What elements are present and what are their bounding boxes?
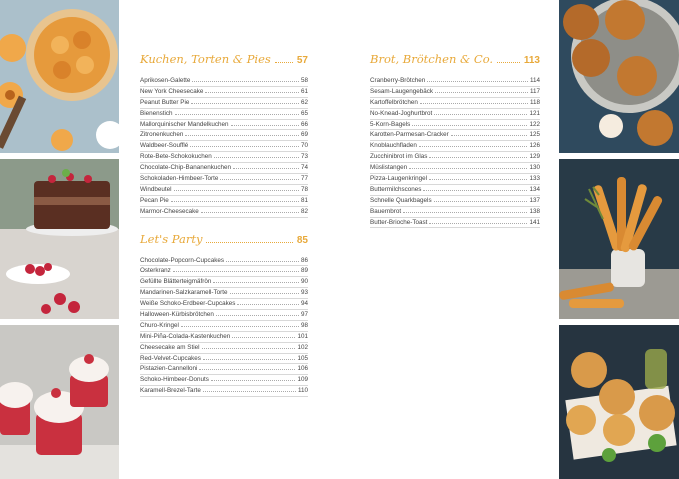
entry-title: Pecan Pie (140, 196, 169, 204)
entry-page: 65 (300, 109, 308, 117)
toc-entry[interactable] (140, 109, 308, 120)
dot-leader (214, 157, 299, 158)
toc-entry[interactable] (140, 299, 308, 310)
dot-leader (213, 282, 299, 283)
entry-page: 101 (297, 332, 308, 340)
toc-entry[interactable] (370, 207, 540, 218)
photo-apricot-galette (0, 0, 119, 153)
toc-entry[interactable] (140, 98, 308, 109)
dot-leader (206, 242, 292, 243)
entry-title: Chocolate-Chip-Bananenkuchen (140, 164, 232, 172)
entry-page: 78 (300, 185, 308, 193)
toc-entry[interactable] (140, 185, 308, 196)
entry-page: 138 (529, 207, 540, 215)
toc-entry[interactable] (370, 218, 540, 229)
toc-entry[interactable] (140, 364, 308, 375)
dot-leader (203, 391, 296, 392)
toc-entry[interactable] (370, 76, 540, 87)
entry-title: Pistazien-Cannelloni (140, 365, 198, 373)
dot-leader (185, 135, 299, 136)
entry-title: Knoblauchfladen (370, 142, 417, 150)
dot-leader (171, 201, 299, 202)
toc-entry[interactable] (140, 310, 308, 321)
section-page: 113 (523, 55, 540, 66)
dot-leader (420, 103, 528, 104)
photo-pizza-rolls (559, 325, 679, 479)
toc-entry[interactable] (140, 277, 308, 288)
toc-entry[interactable] (140, 120, 308, 131)
photo-cranberry-rolls (559, 0, 679, 153)
toc-entry[interactable] (140, 256, 308, 267)
toc-entry[interactable] (370, 174, 540, 185)
toc-entry[interactable] (140, 196, 308, 207)
entry-page: 134 (529, 185, 540, 193)
dot-leader (231, 125, 299, 126)
dot-leader (202, 348, 296, 349)
toc-entry[interactable] (370, 141, 540, 152)
entry-page: 114 (529, 77, 540, 84)
entry-page: 77 (300, 175, 308, 183)
entry-page: 141 (529, 218, 540, 226)
entry-title: New York Cheesecake (140, 87, 204, 95)
toc-entry[interactable] (140, 321, 308, 332)
entry-title: Pizza-Laugenkringel (370, 175, 428, 183)
entry-page: 106 (297, 365, 308, 373)
toc-entry[interactable] (370, 109, 540, 120)
dot-leader (434, 201, 528, 202)
photo-breadsticks (559, 159, 679, 319)
toc-entry[interactable] (370, 130, 540, 141)
toc-entry[interactable] (370, 163, 540, 174)
toc-entry[interactable] (370, 152, 540, 163)
toc-entry[interactable] (140, 152, 308, 163)
dot-leader (409, 168, 527, 169)
section-gap (140, 218, 308, 232)
entry-title: Windbeutel (140, 185, 172, 193)
photo-red-velvet-cupcakes (0, 325, 119, 479)
toc-entry[interactable] (140, 332, 308, 343)
entry-page: 105 (297, 354, 308, 362)
entry-title: Peanut Butter Pie (140, 98, 190, 106)
entry-page: 66 (300, 120, 308, 128)
entry-title: Mandarinen-Salzkaramell-Torte (140, 289, 228, 297)
entry-page: 97 (300, 311, 308, 319)
toc-entry[interactable] (370, 87, 540, 98)
entry-page: 110 (297, 387, 308, 395)
entry-title: Kartoffelbrötchen (370, 98, 418, 106)
entry-title: Bauernbrot (370, 207, 402, 215)
dot-leader (226, 261, 299, 262)
entry-title: Zitronenkuchen (140, 131, 184, 139)
dot-leader (174, 190, 299, 191)
dot-leader (451, 135, 528, 136)
entry-title: Mini-Piña-Colada-Kastenkuchen (140, 332, 231, 340)
toc-list-kuchen (140, 76, 308, 218)
entry-page: 81 (300, 196, 308, 204)
entry-title: Weiße Schoko-Erdbeer-Cupcakes (140, 300, 236, 308)
dot-leader (203, 359, 296, 360)
dot-leader (201, 212, 299, 213)
entry-title: Müslistangen (370, 164, 408, 172)
entry-page: 61 (300, 87, 308, 95)
section-title: Brot, Brötchen & Co. (370, 52, 494, 66)
entry-title: 5-Korn-Bagels (370, 120, 411, 128)
entry-title: Schnelle Quarkbagels (370, 196, 432, 204)
dot-leader (192, 81, 299, 82)
toc-entry[interactable] (140, 207, 308, 218)
dot-leader (230, 293, 299, 294)
toc-entry[interactable] (140, 130, 308, 141)
section-heading-brot[interactable] (370, 52, 540, 68)
entry-page: 93 (300, 289, 308, 297)
toc-list-brot (370, 76, 540, 228)
entry-page: 129 (529, 153, 540, 161)
dot-leader (429, 223, 527, 224)
entry-page: 98 (300, 321, 308, 329)
toc-entry[interactable] (140, 76, 308, 87)
entry-page: 73 (300, 153, 308, 161)
dot-leader (181, 326, 299, 327)
entry-title: Gefüllte Blätterteigmäfrön (140, 278, 212, 286)
toc-entry[interactable] (140, 375, 308, 386)
dot-leader (429, 157, 527, 158)
entry-page: 126 (529, 142, 540, 150)
entry-page: 102 (297, 343, 308, 351)
dot-leader (220, 179, 299, 180)
dot-leader (427, 81, 528, 82)
dot-leader (173, 271, 299, 272)
entry-page: 109 (297, 376, 308, 384)
section-page: 85 (296, 234, 308, 246)
dot-leader (205, 92, 299, 93)
dot-leader (232, 337, 295, 338)
dot-leader (216, 315, 299, 316)
toc-entry[interactable] (370, 98, 540, 109)
entry-title: Waldbeer-Soufflé (140, 142, 189, 150)
toc-entry[interactable] (370, 120, 540, 131)
entry-page: 89 (300, 267, 308, 275)
dot-leader (199, 369, 295, 370)
section-title: Let's Party (140, 231, 203, 246)
section-heading-kuchen[interactable] (140, 52, 308, 68)
dot-leader (412, 125, 527, 126)
toc-entry[interactable] (370, 196, 540, 207)
entry-page: 94 (300, 300, 308, 308)
dot-leader (403, 212, 527, 213)
entry-page: 121 (529, 109, 540, 117)
toc-entry[interactable] (140, 163, 308, 174)
entry-title: Red-Velvet-Cupcakes (140, 354, 201, 362)
entry-title: Buttermilchscones (370, 185, 422, 193)
entry-page: 58 (300, 77, 308, 84)
entry-title: Chocolate-Popcorn-Cupcakes (140, 256, 225, 264)
dot-leader (434, 114, 527, 115)
dot-leader (191, 103, 299, 104)
entry-page: 62 (300, 98, 308, 106)
entry-title: Rote-Bete-Schokokuchen (140, 153, 212, 161)
toc-entry[interactable] (140, 141, 308, 152)
section-heading-party[interactable] (140, 232, 308, 248)
dot-leader (190, 146, 299, 147)
entry-page: 69 (300, 131, 308, 139)
entry-title: Karamell-Brezel-Tarte (140, 387, 201, 395)
toc-right-column (370, 52, 540, 228)
toc-entry[interactable] (140, 343, 308, 354)
photo-raspberry-cake (0, 159, 119, 319)
entry-title: No-Knead-Joghurtbrot (370, 109, 433, 117)
dot-leader (419, 146, 528, 147)
entry-page: 82 (300, 207, 308, 215)
entry-title: Cheesecake am Stiel (140, 343, 200, 351)
entry-page: 130 (529, 164, 540, 172)
toc-list-party (140, 256, 308, 398)
entry-page: 74 (300, 164, 308, 172)
entry-title: Sesam-Laugengebäck (370, 87, 434, 95)
entry-page: 118 (529, 98, 540, 106)
toc-entry[interactable] (140, 386, 308, 397)
entry-title: Bienenstich (140, 109, 173, 117)
entry-page: 125 (529, 131, 540, 139)
entry-title: Karotten-Parmesan-Cracker (370, 131, 449, 139)
entry-title: Cranberry-Brötchen (370, 77, 426, 84)
entry-page: 90 (300, 278, 308, 286)
entry-page: 133 (529, 175, 540, 183)
entry-title: Schokoladen-Himbeer-Torte (140, 175, 219, 183)
dot-leader (497, 62, 520, 63)
dot-leader (237, 304, 299, 305)
section-page: 57 (296, 55, 308, 66)
dot-leader (233, 168, 299, 169)
entry-page: 86 (300, 256, 308, 264)
entry-page: 117 (529, 87, 540, 95)
toc-entry[interactable] (140, 354, 308, 365)
toc-entry[interactable] (140, 288, 308, 299)
entry-title: Zucchinibrot im Glas (370, 153, 428, 161)
dot-leader (423, 190, 527, 191)
toc-left-column (140, 52, 308, 397)
entry-title: Osterkranz (140, 267, 171, 275)
entry-title: Halloween-Kürbisbrötchen (140, 311, 214, 319)
entry-title: Mallorquinischer Mandelkuchen (140, 120, 229, 128)
entry-page: 122 (529, 120, 540, 128)
dot-leader (275, 62, 293, 63)
toc-entry[interactable] (140, 266, 308, 277)
entry-page: 137 (529, 196, 540, 204)
toc-entry[interactable] (140, 174, 308, 185)
toc-entry[interactable] (370, 185, 540, 196)
dot-leader (429, 179, 527, 180)
entry-title: Aprikosen-Galette (140, 77, 191, 84)
entry-title: Churo-Kringel (140, 321, 179, 329)
toc-entry[interactable] (140, 87, 308, 98)
dot-leader (175, 114, 299, 115)
entry-title: Marmor-Cheesecake (140, 207, 199, 215)
dot-leader (435, 92, 528, 93)
section-title: Kuchen, Torten & Pies (140, 52, 271, 66)
entry-page: 70 (300, 142, 308, 150)
dot-leader (211, 380, 296, 381)
entry-title: Schoko-Himbeer-Donuts (140, 376, 209, 384)
entry-title: Butter-Brioche-Toast (370, 218, 428, 226)
